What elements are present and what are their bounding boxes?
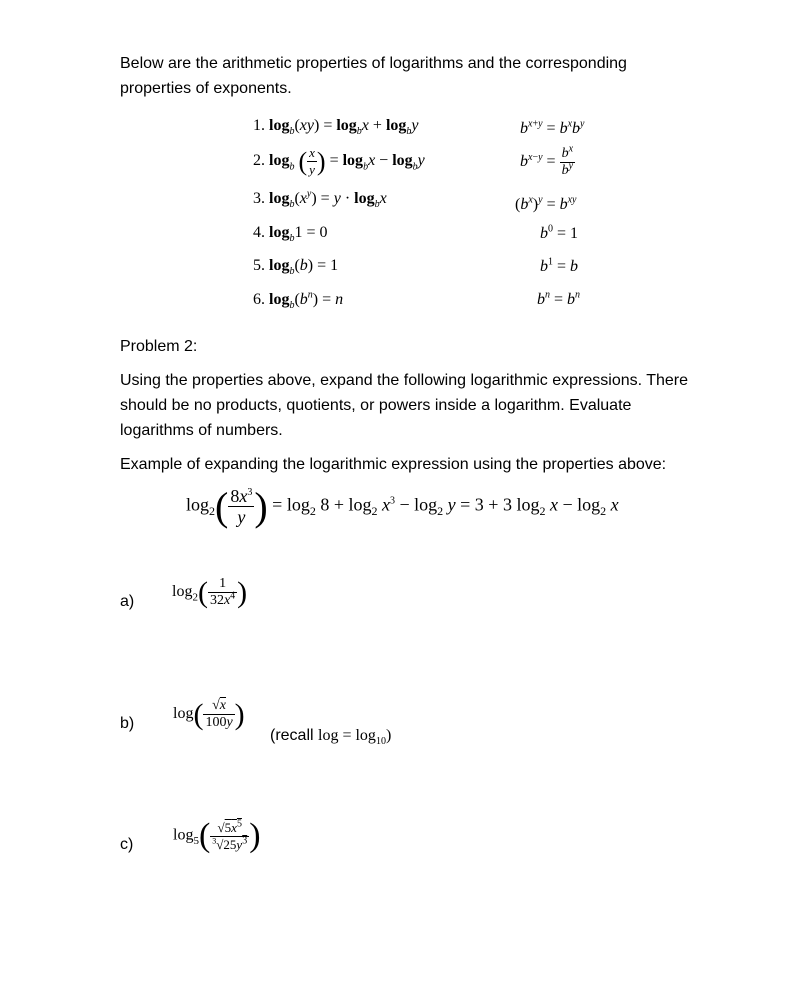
part-b-label: b)	[120, 715, 135, 732]
log-property-4: 4. $\log_b1 = 0$	[253, 224, 328, 245]
exp-property-5: $b^1 = b$	[540, 256, 579, 275]
part-b-expression: log( $\frac{√x}{100y}$ )	[173, 697, 245, 731]
log-property-2: 2. $\log_b$ ( $\frac{x}{y}$ ) = $\log_bx - \log_by$	[253, 145, 425, 177]
exp-property-1: $b^{x+y} = b^xb^y$	[520, 118, 585, 137]
exp-property-4: $b^0 = 1$	[540, 223, 579, 242]
part-c-label: c)	[120, 836, 134, 853]
log-property-5: 5. $\log_b(b) = 1$	[253, 257, 339, 278]
part-c-expression: $\log_5$( $\frac{√5x^5}{^3√25y^3}$ )	[173, 817, 261, 854]
example-equation: $\log_2$( $\frac{8x^3}{y}$ ) = $\log_2 8 + \log_2 x^3 - \log_2 y = 3 + 3$ $\log_2 x - \log_2 x$	[186, 483, 619, 529]
recall-note: (recall $\log = \log_{10}$)	[270, 727, 392, 748]
exp-property-6: $b^n = b^n$	[537, 289, 581, 308]
part-a-expression: $\log_2$( $\frac{1}{32x^4}$ )	[172, 575, 248, 609]
example-title: Example of expanding the logarithmic expression using the properties above:	[120, 456, 667, 473]
part-a-label: a)	[120, 593, 135, 610]
problem-desc-2: should be no products, quotients, or powers inside a logarithm. Evaluate	[120, 397, 632, 414]
log-property-3: 3. $\log_b(x^y) = y \cdot \log_bx$	[253, 188, 387, 211]
exp-property-3: $(b^x)^y = b^{xy}$	[515, 194, 577, 213]
log-property-6: 6. $\log_b(b^n) = n$	[253, 289, 344, 312]
problem-desc-1: Using the properties above, expand the following logarithmic expressions. There	[120, 372, 689, 389]
problem-title: Problem 2:	[120, 338, 198, 355]
problem-desc-3: logarithms of numbers.	[120, 422, 283, 439]
exp-property-2: $b^{x-y}$ = $\frac{b^x}{b^y}$	[520, 143, 574, 178]
intro-line-2: properties of exponents.	[120, 80, 292, 97]
log-property-1: 1. $\log_b(xy) = \log_bx + \log_by$	[253, 117, 419, 138]
intro-line-1: Below are the arithmetic properties of logarithms and the corresponding	[120, 55, 627, 72]
